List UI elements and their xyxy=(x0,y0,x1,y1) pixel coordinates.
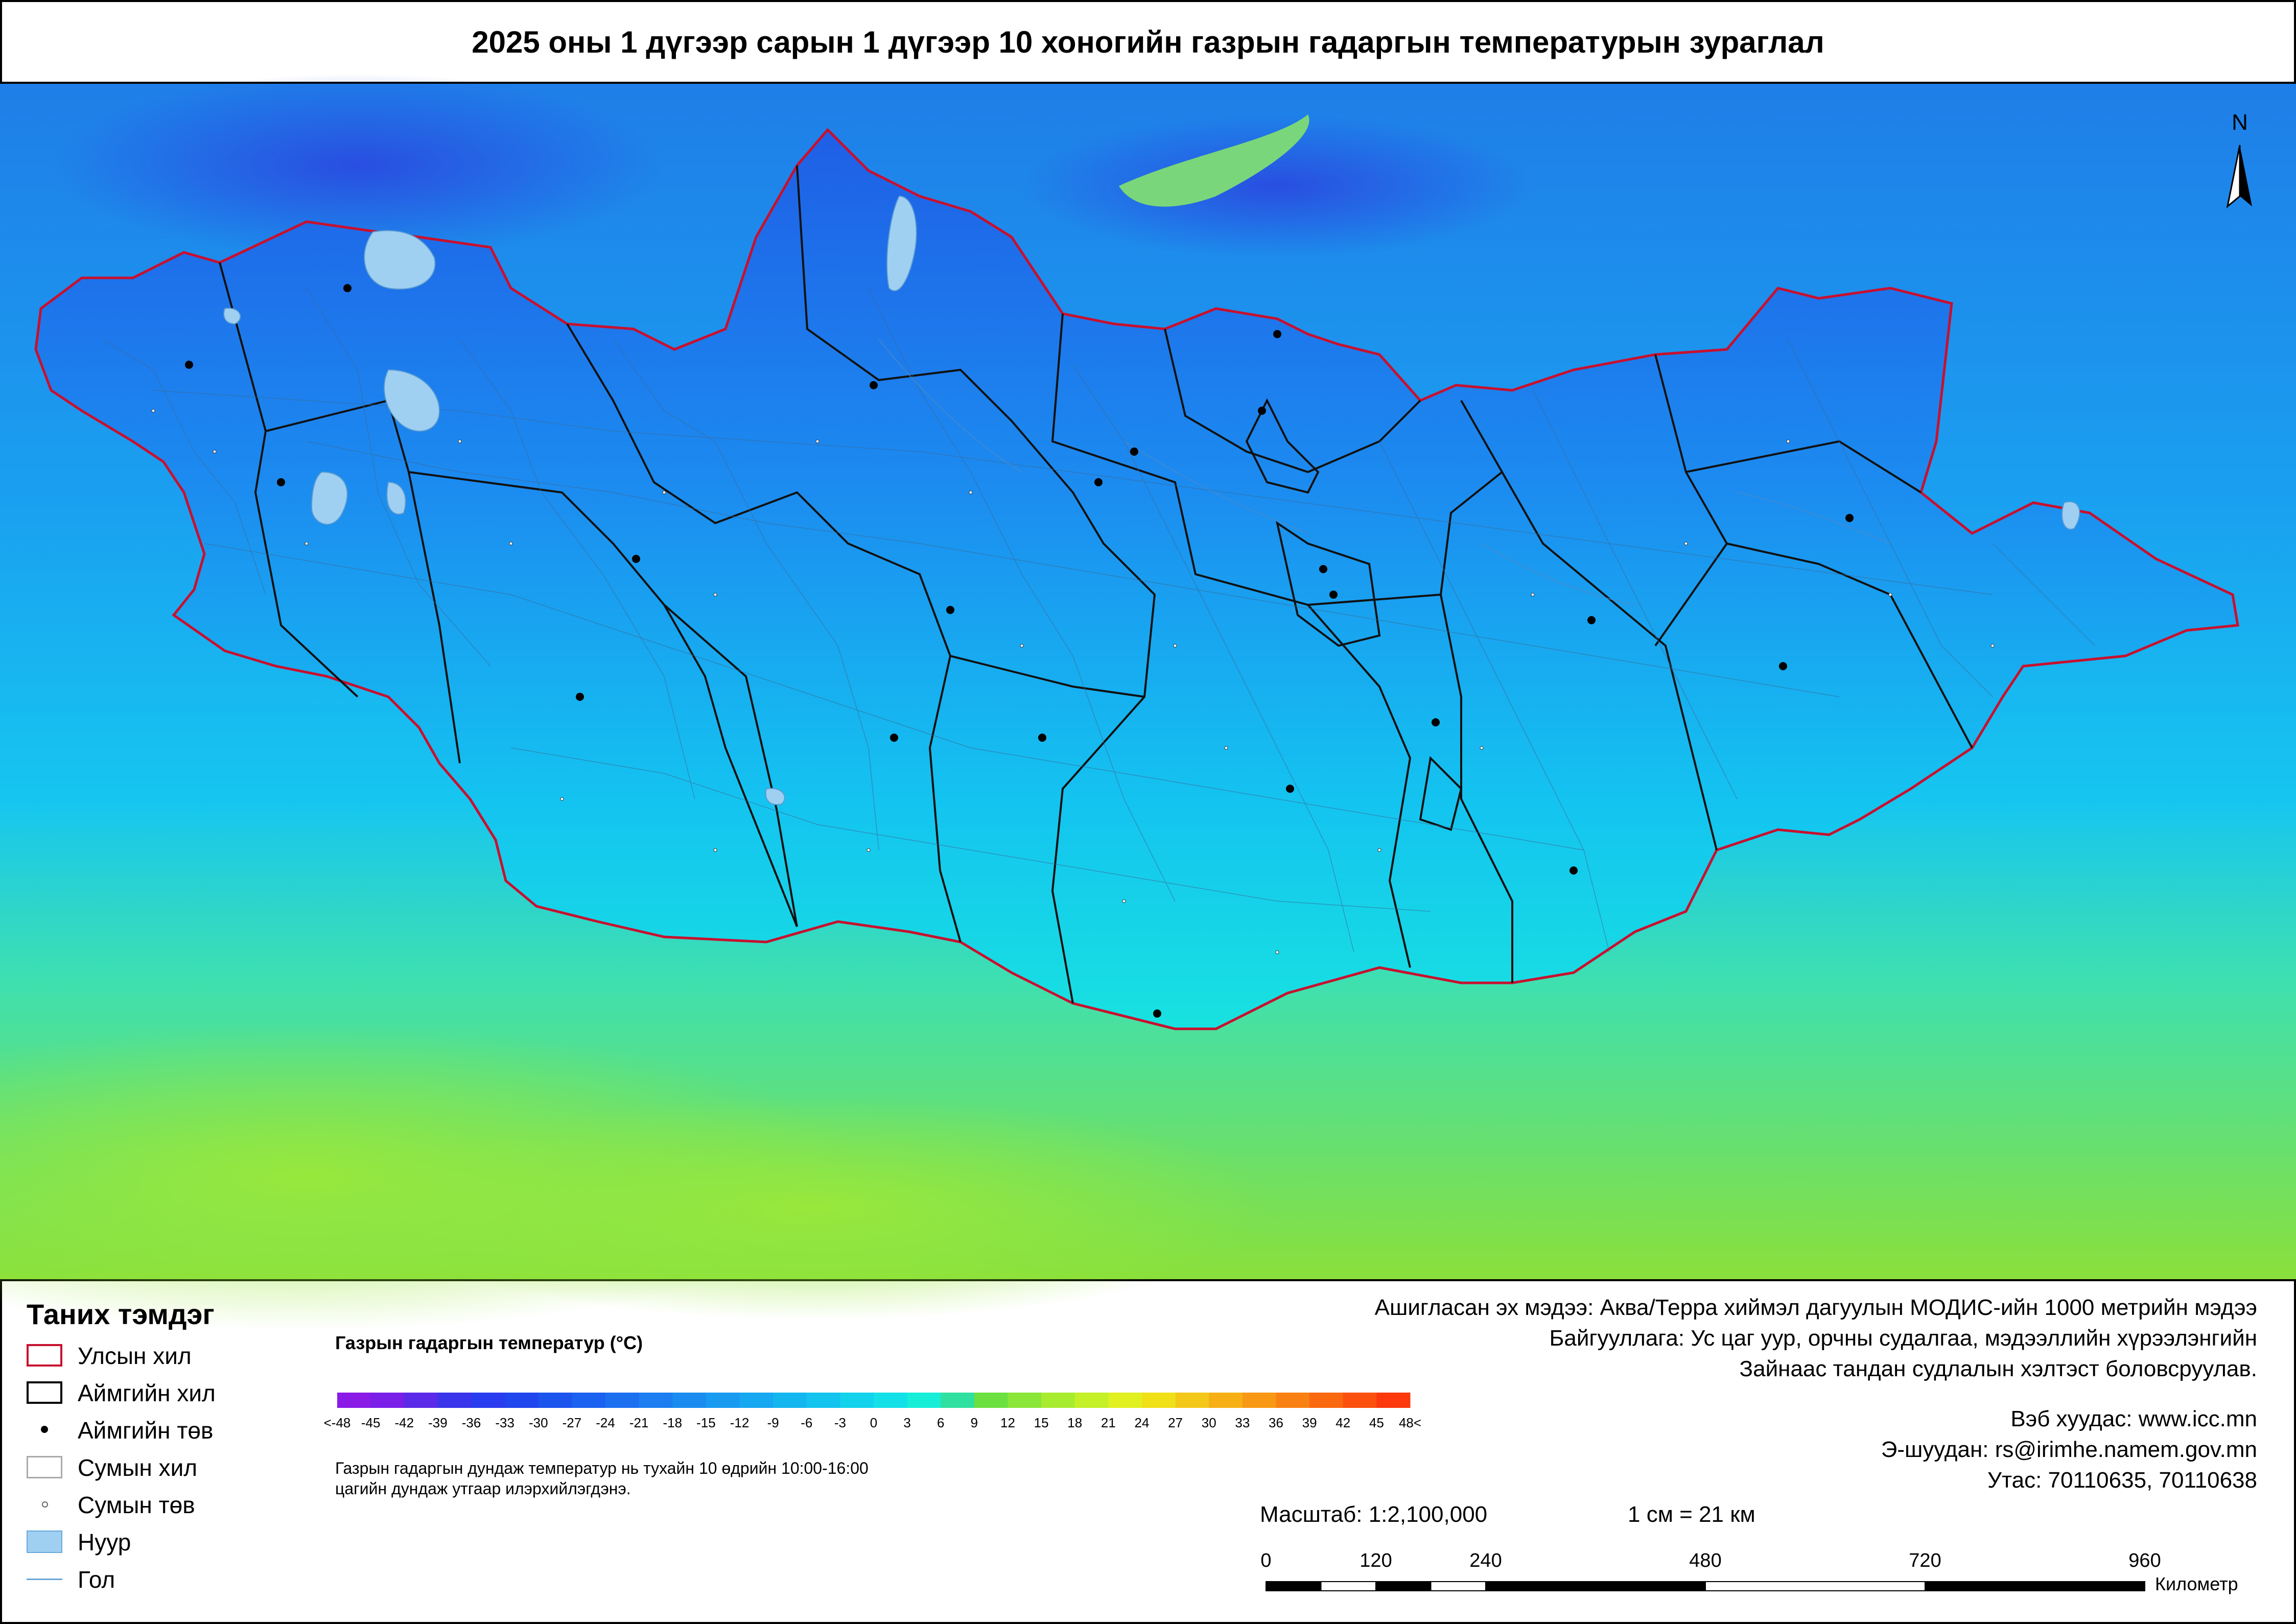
data-source xyxy=(1375,1292,2257,1384)
colorbar-tick-label: 42 xyxy=(1336,1415,1351,1430)
colorbar-swatch xyxy=(572,1393,605,1408)
colorbar-swatch xyxy=(1176,1393,1209,1408)
colorbar-tick-label: 21 xyxy=(1100,1415,1116,1430)
colorbar-tick-label: 3 xyxy=(903,1415,911,1430)
colorbar-tick-label: 36 xyxy=(1269,1415,1283,1430)
legend-title: Таних тэмдэг xyxy=(27,1298,215,1330)
warm-zone-south xyxy=(358,1095,1277,1320)
legend-label: Гол xyxy=(78,1566,115,1593)
colorbar-swatch xyxy=(1309,1393,1343,1408)
colorbar-swatch xyxy=(1041,1393,1075,1408)
colorbar-swatch xyxy=(874,1393,907,1408)
colorbar-swatch xyxy=(1142,1393,1176,1408)
colorbar-tick-label: 24 xyxy=(1134,1415,1150,1430)
colorbar-swatch xyxy=(907,1393,941,1408)
colorbar-swatch xyxy=(672,1393,706,1408)
temperature-map-canvas xyxy=(0,84,2296,1279)
colorbar-swatch xyxy=(840,1393,874,1408)
scale-bar xyxy=(1266,1581,2155,1593)
legend-symbol xyxy=(27,1456,62,1478)
colorbar-tick-label: -24 xyxy=(596,1415,615,1430)
scale-segment xyxy=(1376,1582,1431,1591)
colorbar-swatch xyxy=(1108,1393,1142,1408)
source-line-1: Ашигласан эх мэдээ: Аква/Терра хиймэл дагуулын МОДИС-ийн 1000 метрийн мэдээ xyxy=(1374,1295,2257,1320)
scale-tick-label: 0 xyxy=(1260,1550,1272,1571)
colorbar-tick-label: 33 xyxy=(1235,1415,1250,1430)
colorbar-swatch xyxy=(1209,1393,1243,1408)
colorbar-swatch xyxy=(505,1393,538,1408)
colorbar-swatch xyxy=(438,1393,472,1408)
colorbar-tick-label: 27 xyxy=(1168,1415,1183,1430)
legend-label: Аймгийн төв xyxy=(78,1417,214,1444)
colorbar-tick-label: 9 xyxy=(970,1415,978,1430)
scale-tick-label: 120 xyxy=(1360,1550,1392,1571)
colorbar-tick-label: -12 xyxy=(730,1415,749,1430)
colorbar-tick-label: -18 xyxy=(663,1415,683,1430)
colorbar-swatch xyxy=(807,1393,840,1408)
colorbar-tick-label: -27 xyxy=(562,1415,582,1430)
legend-label: Аймгийн хил xyxy=(78,1380,216,1406)
colorbar-tick-label: 6 xyxy=(937,1415,945,1430)
colorbar-swatch xyxy=(740,1393,774,1408)
scale-unit: Километр xyxy=(2155,1573,2238,1594)
colorbar-swatch xyxy=(1376,1393,1410,1408)
colorbar-tick-label: 30 xyxy=(1201,1415,1216,1430)
colorbar-swatch xyxy=(404,1393,438,1408)
colorbar-tick-label: -15 xyxy=(696,1415,716,1430)
scale-segment xyxy=(1486,1582,1705,1591)
scale-tick-label: 480 xyxy=(1689,1550,1722,1571)
colorbar-tick-label: -30 xyxy=(528,1415,548,1430)
legend-symbol xyxy=(27,1568,62,1590)
colorbar-note: Газрын гадаргын дундаж температур нь тухайн 10 өдрийн 10:00-16:00 цагийн дундаж утгаар илэрхийлэгдэнэ. xyxy=(335,1459,869,1498)
colorbar-tick-label: 39 xyxy=(1302,1415,1317,1430)
colorbar-swatch xyxy=(337,1393,371,1408)
colorbar-tick-label: -42 xyxy=(394,1415,414,1430)
legend-label: Сумын төв xyxy=(78,1492,195,1518)
colorbar-swatch xyxy=(974,1393,1008,1408)
scale-segment xyxy=(1266,1582,1321,1591)
scale-ratio: Масштаб: 1:2,100,000 xyxy=(1260,1502,1488,1527)
legend-label: Сумын хил xyxy=(78,1454,198,1481)
legend-label: Нуур xyxy=(78,1529,131,1556)
colorbar-tick-label: -33 xyxy=(495,1415,514,1430)
scale-segment xyxy=(1431,1582,1486,1591)
legend-symbol xyxy=(27,1381,62,1404)
scale-segment xyxy=(1925,1582,2145,1591)
colorbar-tick-label: 18 xyxy=(1067,1415,1083,1430)
colorbar-swatch xyxy=(1075,1393,1109,1408)
temperature-colorbar xyxy=(323,1390,1431,1435)
legend-symbol xyxy=(27,1419,62,1441)
north-label: N xyxy=(2232,110,2248,135)
colorbar-tick-label: <-48 xyxy=(323,1415,351,1430)
colorbar-tick-label: -9 xyxy=(767,1415,779,1430)
scale-equivalence: 1 см = 21 км xyxy=(1628,1502,1755,1527)
colorbar-title: Газрын гадаргын температур (°C) xyxy=(335,1332,643,1353)
colorbar-tick-label: -39 xyxy=(428,1415,448,1430)
source-line-3: Зайнаас тандан судлалын хэлтэст боловсруулав. xyxy=(1739,1356,2257,1381)
scale-segment xyxy=(1321,1582,1376,1591)
colorbar-swatch xyxy=(1276,1393,1310,1408)
colorbar-swatch xyxy=(773,1393,807,1408)
legend-symbol xyxy=(27,1493,62,1516)
contact-email[interactable]: Э-шуудан: rs@irimhe.namem.gov.mn xyxy=(1881,1437,2257,1462)
colorbar-tick-label: 12 xyxy=(1000,1415,1015,1430)
scale-tick-label: 720 xyxy=(1909,1550,1941,1571)
legend-symbol xyxy=(27,1344,62,1367)
colorbar-swatch xyxy=(941,1393,974,1408)
colorbar-tick-label: 48< xyxy=(1398,1415,1422,1430)
colorbar-swatch xyxy=(472,1393,505,1408)
colorbar-tick-label: 15 xyxy=(1034,1415,1049,1430)
source-line-2: Байгууллага: Ус цаг уур, орчны судалгаа, мэдээллийн хүрээлэнгийн xyxy=(1549,1326,2257,1351)
scale-tick-label: 240 xyxy=(1469,1550,1502,1571)
contact-info xyxy=(1881,1404,2257,1496)
colorbar-tick-label: -6 xyxy=(801,1415,813,1430)
colorbar-tick-label: 45 xyxy=(1369,1415,1384,1430)
colorbar-tick-label: -45 xyxy=(361,1415,381,1430)
colorbar-swatch xyxy=(706,1393,740,1408)
colorbar-tick-label: -21 xyxy=(629,1415,649,1430)
scale-segment xyxy=(1705,1582,1925,1591)
contact-web[interactable]: Вэб хуудас: www.icc.mn xyxy=(2010,1406,2257,1431)
temperature-map[interactable] xyxy=(0,82,2296,1281)
colorbar-swatch xyxy=(371,1393,405,1408)
colorbar-swatch xyxy=(639,1393,673,1408)
colorbar-tick-label: -3 xyxy=(834,1415,846,1430)
map-title: 2025 оны 1 дүгээр сарын 1 дүгээр 10 хоногийн газрын гадаргын температурын зураглал xyxy=(472,25,1824,59)
colorbar-swatch xyxy=(1343,1393,1377,1408)
colorbar-swatch xyxy=(538,1393,572,1408)
colorbar-swatch xyxy=(1243,1393,1276,1408)
colorbar-tick-label: -36 xyxy=(461,1415,481,1430)
colorbar-swatch xyxy=(605,1393,639,1408)
colorbar-tick-label: 0 xyxy=(870,1415,878,1430)
legend-label: Улсын хил xyxy=(78,1343,192,1369)
colorbar-swatch xyxy=(1008,1393,1042,1408)
legend-symbol xyxy=(27,1531,62,1553)
scale-tick-label: 960 xyxy=(2128,1550,2161,1571)
contact-phone: Утас: 70110635, 70110638 xyxy=(1987,1468,2257,1493)
